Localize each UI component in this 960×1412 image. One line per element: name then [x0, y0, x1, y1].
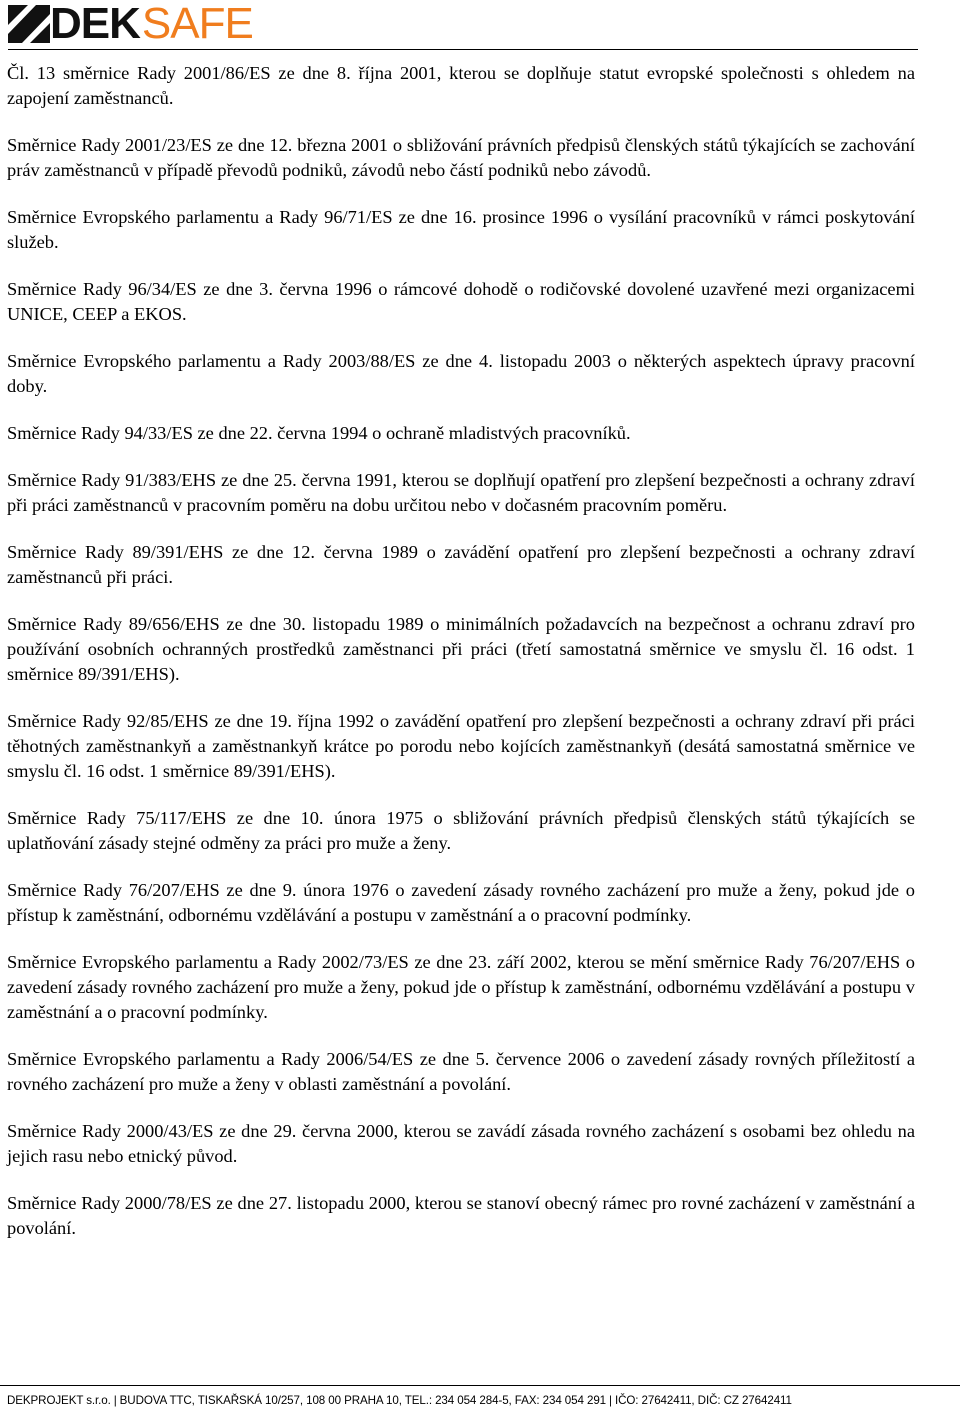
- directive-paragraph: Směrnice Rady 2001/23/ES ze dne 12. března 2001 o sbližování právních předpisů členských států týkajících se zachování práv zaměstnanců v případě převodů podniků, závodů nebo částí podniků nebo závodů.: [7, 135, 915, 180]
- footer-address: BUDOVA TTC, TISKAŘSKÁ 10/257, 108 00 PRAHA 10, TEL.: 234 054 284-5, FAX: 234 054 291: [119, 1394, 607, 1407]
- footer-ico: IČO: 27642411, DIČ: CZ 27642411: [614, 1394, 792, 1407]
- page-footer: [7, 1393, 922, 1409]
- directive-paragraph: Směrnice Evropského parlamentu a Rady 2006/54/ES ze dne 5. července 2006 o zavedení zásady rovných příležitostí a rovného zacházení pro muže a ženy v oblasti zaměstnání a povolání.: [7, 1049, 915, 1094]
- directive-paragraph: Směrnice Rady 92/85/EHS ze dne 19. října 1992 o zavádění opatření pro zlepšení bezpečnosti a ochrany zdraví při práci těhotných zaměstnankyň a zaměstnankyň krátce po porodu nebo kojících zaměstnankyň (desátá samostatná směrnice ve smyslu čl. 16 odst. 1 směrnice 89/391/EHS).: [7, 711, 915, 781]
- directive-paragraph: Čl. 13 směrnice Rady 2001/86/ES ze dne 8. října 2001, kterou se doplňuje statut evropské společnosti s ohledem na zapojení zaměstnanců.: [7, 63, 915, 108]
- logo-dek-text: DEK: [50, 0, 140, 48]
- directive-paragraph: Směrnice Rady 94/33/ES ze dne 22. června 1994 o ochraně mladistvých pracovníků.: [7, 423, 631, 443]
- footer-separator: |: [113, 1394, 117, 1407]
- directive-paragraph: Směrnice Rady 76/207/EHS ze dne 9. února 1976 o zavedení zásady rovného zacházení pro muže a ženy, pokud jde o přístup k zaměstnání, odbornému vzdělávání a postupu v zaměstnání a o pracovní podmínky.: [7, 880, 915, 925]
- directive-paragraph: Směrnice Rady 75/117/EHS ze dne 10. února 1975 o sbližování právních předpisů členských států týkajících se uplatňování zásady stejné odměny za práci pro muže a ženy.: [7, 808, 915, 853]
- directive-paragraph: Směrnice Rady 89/391/EHS ze dne 12. června 1989 o zavádění opatření pro zlepšení bezpečnosti a ochrany zdraví zaměstnanců při práci.: [7, 542, 915, 587]
- logo-wordmark: [50, 0, 253, 48]
- document-body: [7, 61, 915, 1263]
- logo-safe-text: SAFE: [141, 0, 253, 48]
- dek-safe-logo: [8, 0, 253, 48]
- directive-paragraph: Směrnice Evropského parlamentu a Rady 96/71/ES ze dne 16. prosince 1996 o vysílání pracovníků v rámci poskytování služeb.: [7, 207, 915, 252]
- footer-company: DEKPROJEKT s.r.o.: [7, 1394, 111, 1407]
- directive-paragraph: Směrnice Evropského parlamentu a Rady 2003/88/ES ze dne 4. listopadu 2003 o některých aspektech úpravy pracovní doby.: [7, 351, 915, 396]
- logo-mark-icon: [8, 5, 50, 43]
- directive-paragraph: Směrnice Rady 2000/43/ES ze dne 29. června 2000, kterou se zavádí zásada rovného zacházení s osobami bez ohledu na jejich rasu nebo etnický původ.: [7, 1121, 915, 1166]
- header-divider: [8, 49, 918, 50]
- footer-divider: [0, 1385, 960, 1386]
- directive-paragraph: Směrnice Rady 89/656/EHS ze dne 30. listopadu 1989 o minimálních požadavcích na bezpečnost a ochranu zdraví pro používání osobních ochranných prostředků zaměstnanci při práci (třetí samostatná směrnice ve smyslu čl. 16 odst. 1 směrnice 89/391/EHS).: [7, 614, 915, 684]
- page-header: [0, 0, 960, 60]
- directive-paragraph: Směrnice Rady 91/383/EHS ze dne 25. června 1991, kterou se doplňují opatření pro zlepšení bezpečnosti a ochrany zdraví při práci zaměstnanců v pracovním poměru na dobu určitou nebo v dočasném pracovním poměru.: [7, 470, 915, 515]
- directive-paragraph: Směrnice Rady 96/34/ES ze dne 3. června 1996 o rámcové dohodě o rodičovské dovolené uzavřené mezi organizacemi UNICE, CEEP a EKOS.: [7, 279, 915, 324]
- directive-paragraph: Směrnice Evropského parlamentu a Rady 2002/73/ES ze dne 23. září 2002, kterou se mění směrnice Rady 76/207/EHS o zavedení zásady rovného zacházení pro muže a ženy, pokud jde o přístup k zaměstnání, odbornému vzdělávání a postupu v zaměstnání a o pracovní podmínky.: [7, 952, 915, 1022]
- footer-separator: |: [609, 1394, 612, 1407]
- directive-paragraph: Směrnice Rady 2000/78/ES ze dne 27. listopadu 2000, kterou se stanoví obecný rámec pro rovné zacházení v zaměstnání a povolání.: [7, 1193, 915, 1238]
